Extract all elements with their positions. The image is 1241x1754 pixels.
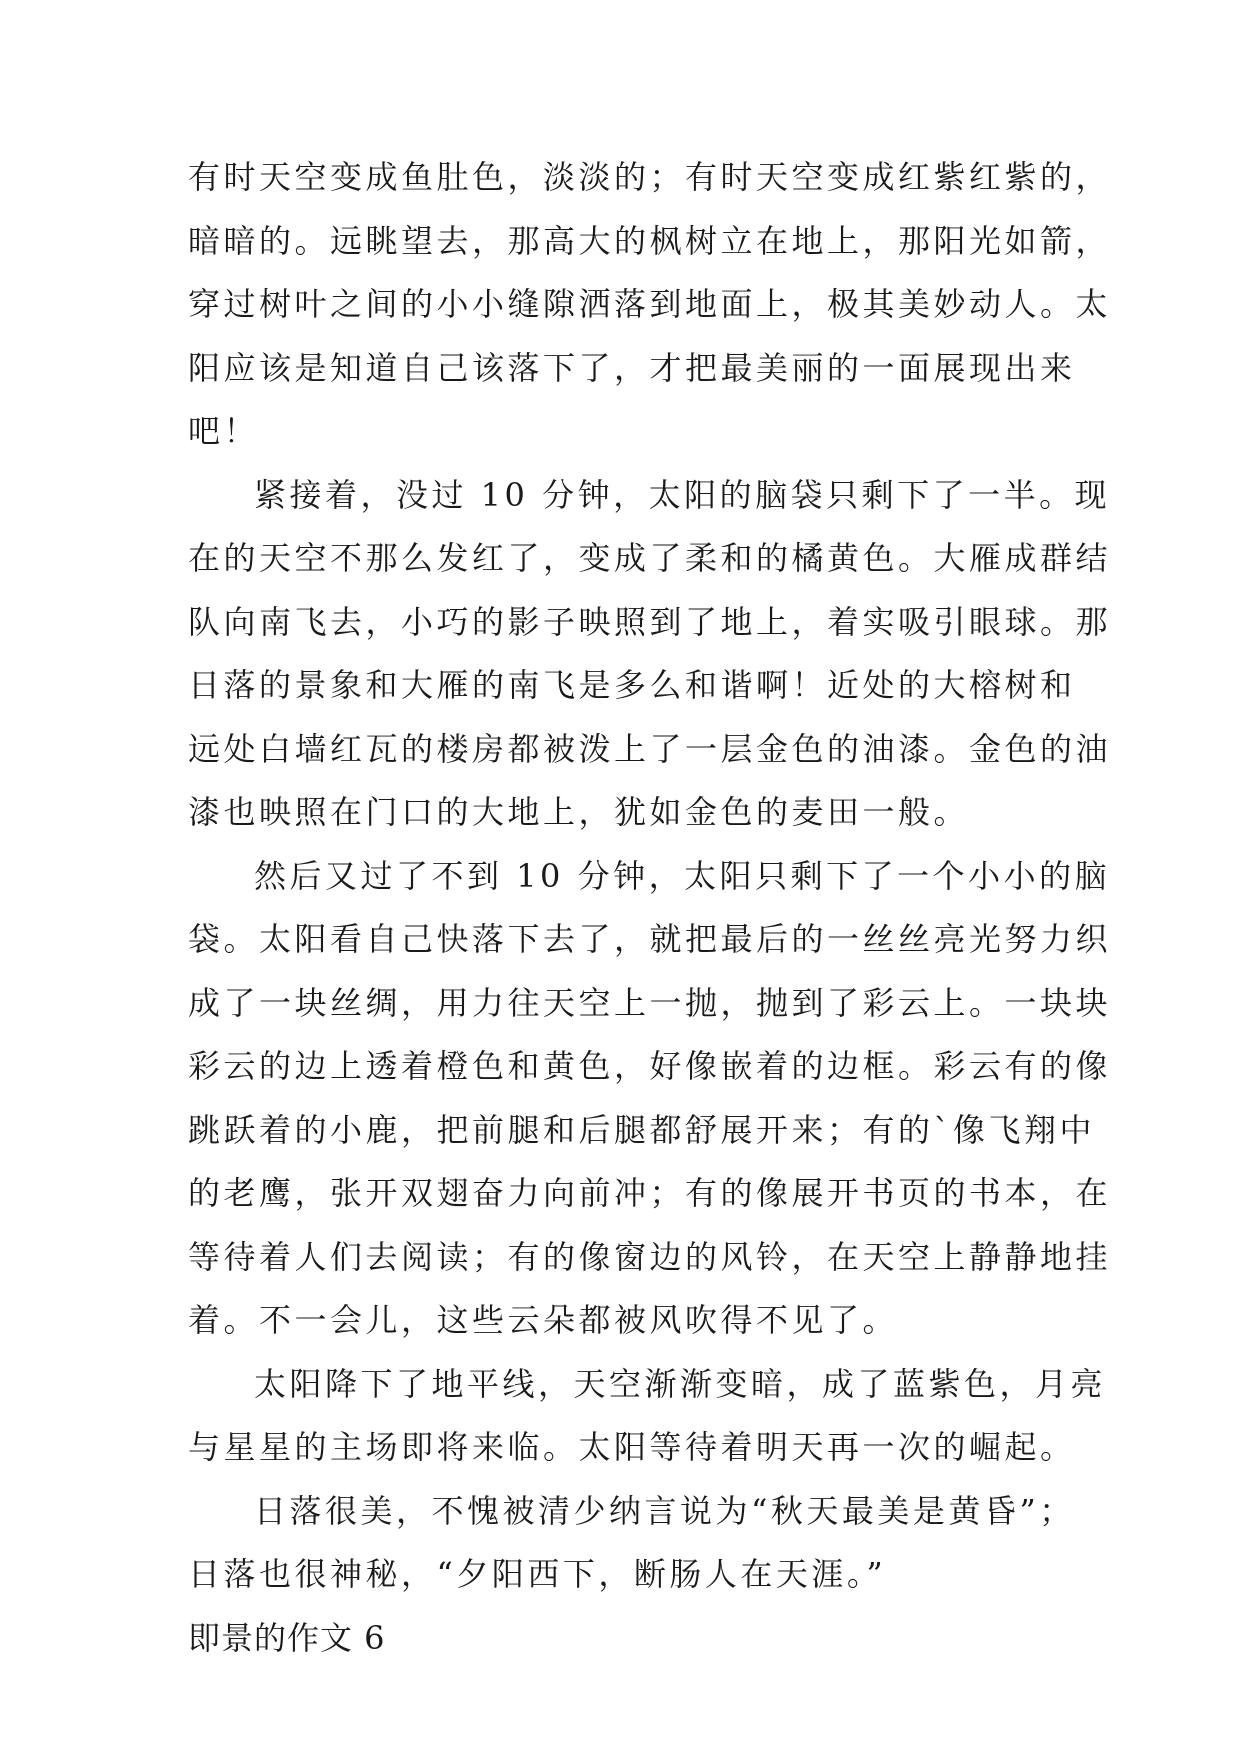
text-line: 阳应该是知道自己该落下了，才把最美丽的一面展现出来	[188, 348, 1076, 387]
text-line: 跳跃着的小鹿，把前腿和后腿都舒展开来；有的`像飞翔中	[188, 1110, 1096, 1149]
paragraph-start-line: 日落很美，不愧被清少纳言说为“秋天最美是黄昏”；	[254, 1491, 1075, 1530]
text-line: 队向南飞去，小巧的影子映照到了地上，着实吸引眼球。那	[188, 602, 1112, 641]
text-line: 吧！	[188, 412, 260, 450]
text-line: 远处白墙红瓦的楼房都被泼上了一层金色的油漆。金色的油	[188, 729, 1112, 768]
text-line: 漆也映照在门口的大地上，犹如金色的麦田一般。	[188, 793, 970, 831]
text-line: 有时天空变成鱼肚色，淡淡的；有时天空变成红紫红紫的，	[188, 158, 1112, 196]
paragraph-start-line: 太阳降下了地平线，天空渐渐变暗，成了蓝紫色，月亮	[254, 1364, 1107, 1403]
text-line: 日落也很神秘，“夕阳西下，断肠人在天涯。”	[188, 1555, 887, 1593]
text-line: 着。不一会儿，这些云朵都被风吹得不见了。	[188, 1301, 899, 1339]
paragraph-start-line: 紧接着，没过 10 分钟，太阳的脑袋只剩下了一半。现	[254, 475, 1111, 514]
text-line: 暗暗的。远眺望去，那高大的枫树立在地上，那阳光如箭，	[188, 221, 1112, 260]
paragraph-start-line: 然后又过了不到 10 分钟，太阳只剩下了一个小小的脑	[254, 856, 1111, 895]
text-line: 穿过树叶之间的小小缝隙洒落到地面上，极其美妙动人。太	[188, 285, 1112, 323]
text-line: 的老鹰，张开双翅奋力向前冲；有的像展开书页的书本，在	[188, 1174, 1112, 1212]
text-line: 在的天空不那么发红了，变成了柔和的橘黄色。大雁成群结	[188, 539, 1112, 577]
text-line: 与星星的主场即将来临。太阳等待着明天再一次的崛起。	[188, 1428, 1076, 1466]
text-line: 袋。太阳看自己快落下去了，就把最后的一丝丝亮光努力织	[188, 920, 1112, 958]
next-article-title: 即景的作文 6	[188, 1618, 386, 1657]
article-body	[188, 146, 1112, 1670]
text-line: 日落的景象和大雁的南飞是多么和谐啊！近处的大榕树和	[188, 666, 1076, 704]
text-line: 成了一块丝绸，用力往天空上一抛，抛到了彩云上。一块块	[188, 983, 1112, 1022]
text-line: 彩云的边上透着橙色和黄色，好像嵌着的边框。彩云有的像	[188, 1047, 1112, 1085]
text-line: 等待着人们去阅读；有的像窗边的风铃，在天空上静静地挂	[188, 1237, 1112, 1276]
